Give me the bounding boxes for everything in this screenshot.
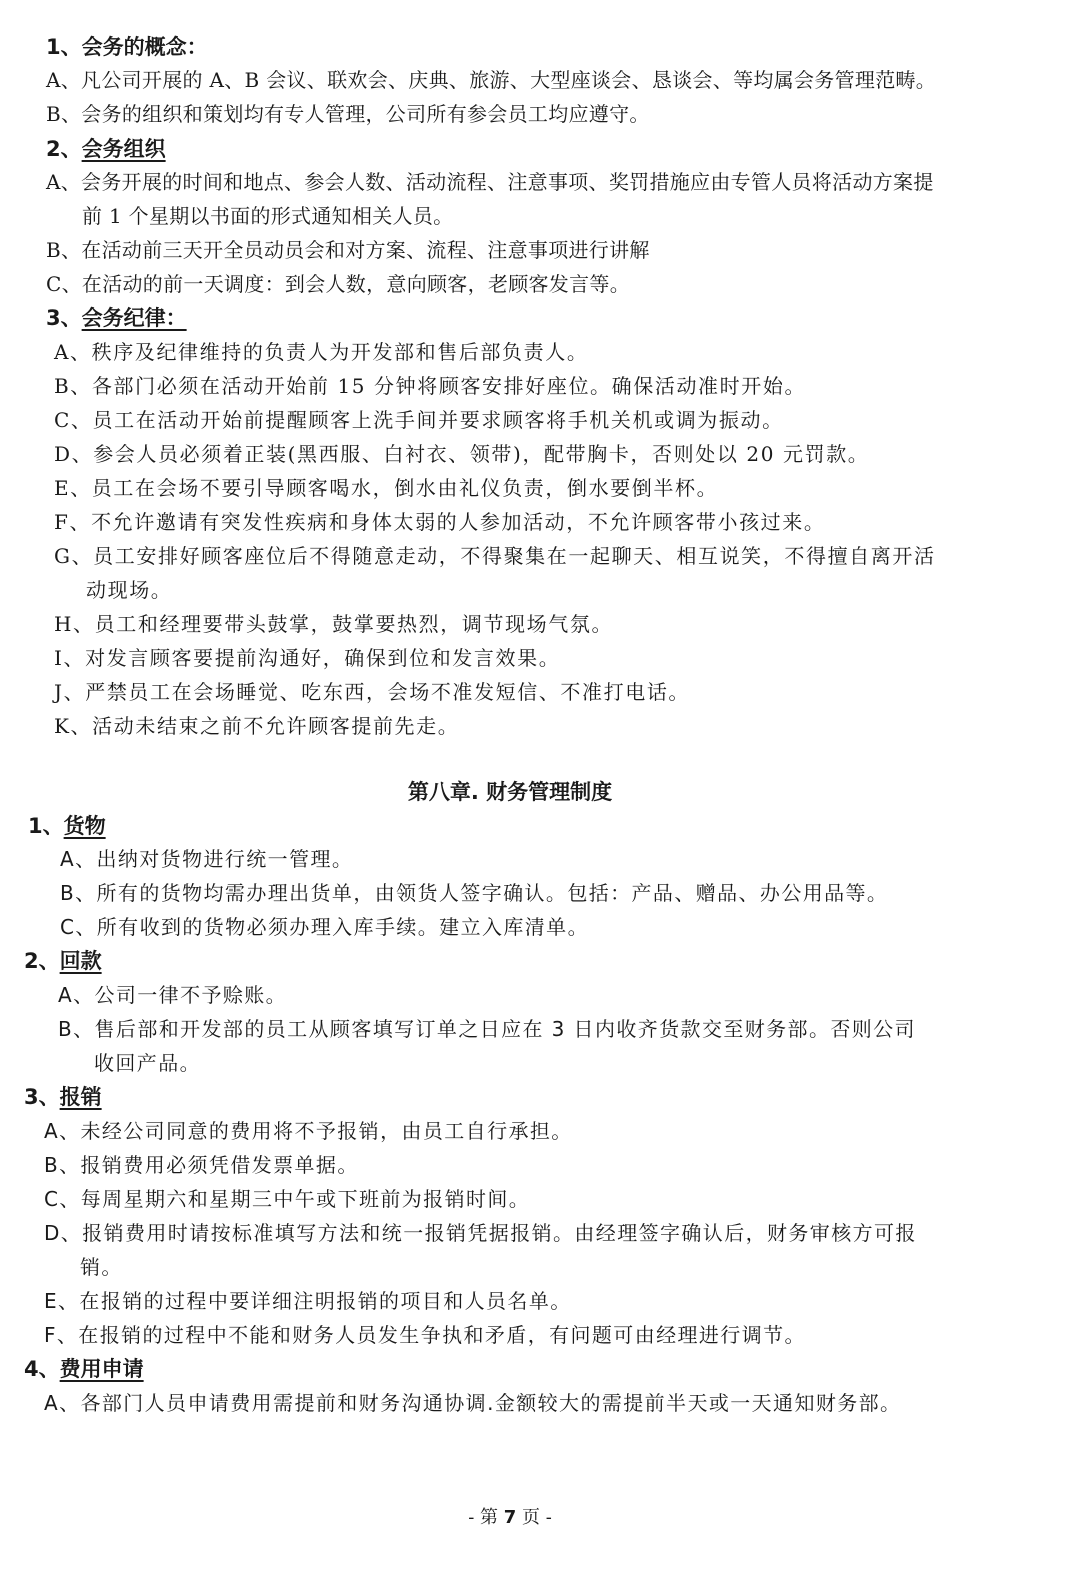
heading-number: 4、	[24, 1357, 60, 1381]
text-line: C、所有收到的货物必须办理入库手续。建立入库清单。	[60, 915, 589, 939]
text-line: 前 1 个星期以书面的形式通知相关人员。	[82, 204, 454, 228]
footer-prefix: - 第	[468, 1507, 504, 1528]
section-heading-reimbursement	[24, 1083, 102, 1111]
text-line: C、在活动的前一天调度：到会人数，意向顾客，老顾客发言等。	[46, 272, 631, 296]
section-heading-organization	[46, 135, 166, 163]
heading-title: 报销	[59, 1085, 102, 1109]
text-line: 销。	[80, 1255, 123, 1279]
text-line: C、每周星期六和星期三中午或下班前为报销时间。	[44, 1187, 531, 1211]
footer-suffix: 页 -	[516, 1507, 552, 1528]
text-line: C、员工在活动开始前提醒顾客上洗手间并要求顾客将手机关机或调为振动。	[54, 408, 784, 432]
text-line: A、会务开展的时间和地点、参会人数、活动流程、注意事项、奖罚措施应由专管人员将活动方案提	[46, 170, 934, 194]
text-line: 动现场。	[86, 578, 173, 602]
text-line: A、秩序及纪律维持的负责人为开发部和售后部负责人。	[54, 340, 589, 364]
section-heading-goods	[28, 812, 106, 840]
text-line: A、各部门人员申请费用需提前和财务沟通协调.金额较大的需提前半天或一天通知财务部。	[44, 1391, 902, 1415]
text-line: E、员工在会场不要引导顾客喝水，倒水由礼仪负责，倒水要倒半杯。	[54, 476, 719, 500]
text-line: B、售后部和开发部的员工从顾客填写订单之日应在 3 日内收齐货款交至财务部。否则公司	[58, 1017, 916, 1041]
text-line: F、不允许邀请有突发性疾病和身体太弱的人参加活动，不允许顾客带小孩过来。	[54, 510, 826, 534]
text-line: D、报销费用时请按标准填写方法和统一报销凭据报销。由经理签字确认后，财务审核方可报	[44, 1221, 917, 1245]
text-line: B、各部门必须在活动开始前 15 分钟将顾客安排好座位。确保活动准时开始。	[54, 374, 807, 398]
heading-number: 3、	[24, 1085, 60, 1109]
chapter-title: 第八章. 财务管理制度	[407, 780, 613, 804]
text-line: K、活动未结束之前不允许顾客提前先走。	[54, 714, 460, 738]
heading-title: 会务的概念：	[81, 35, 208, 59]
page-footer	[0, 1505, 1020, 1531]
text-line: 收回产品。	[94, 1051, 201, 1075]
text-line: B、在活动前三天开全员动员会和对方案、流程、注意事项进行讲解	[46, 238, 650, 262]
heading-number: 3、	[46, 306, 82, 330]
text-line: A、未经公司同意的费用将不予报销，由员工自行承担。	[44, 1119, 573, 1143]
text-line: J、严禁员工在会场睡觉、吃东西，会场不准发短信、不准打电话。	[54, 680, 691, 704]
section-heading-concept	[46, 33, 208, 61]
heading-number: 1、	[28, 814, 64, 838]
text-line: A、公司一律不予赊账。	[58, 983, 288, 1007]
text-line: A、凡公司开展的 A、B 会议、联欢会、庆典、旅游、大型座谈会、恳谈会、等均属会务管理范畴。	[46, 68, 937, 92]
text-line: G、员工安排好顾客座位后不得随意走动，不得聚集在一起聊天、相互说笑，不得擅自离开活	[54, 544, 936, 568]
heading-title: 会务组织	[81, 137, 166, 161]
section-heading-payment	[24, 947, 102, 975]
heading-title: 费用申请	[59, 1357, 144, 1381]
heading-number: 2、	[46, 137, 82, 161]
heading-title: 货物	[63, 814, 106, 838]
text-line: E、在报销的过程中要详细注明报销的项目和人员名单。	[44, 1289, 572, 1313]
text-line: A、出纳对货物进行统一管理。	[60, 847, 354, 871]
heading-title: 会务纪律：	[81, 306, 187, 330]
text-line: D、参会人员必须着正装(黑西服、白衬衣、领带)，配带胸卡，否则处以 20 元罚款。	[54, 442, 870, 466]
text-line: B、会务的组织和策划均有专人管理，公司所有参会员工均应遵守。	[46, 102, 650, 126]
text-line: F、在报销的过程中不能和财务人员发生争执和矛盾，有问题可由经理进行调节。	[44, 1323, 806, 1347]
section-heading-discipline	[46, 304, 187, 332]
heading-number: 2、	[24, 949, 60, 973]
text-line: B、所有的货物均需办理出货单，由领货人签字确认。包括：产品、赠品、办公用品等。	[60, 881, 889, 905]
text-line: I、对发言顾客要提前沟通好，确保到位和发言效果。	[54, 646, 561, 670]
text-line: B、报销费用必须凭借发票单据。	[44, 1153, 359, 1177]
section-heading-expense-request	[24, 1355, 144, 1383]
heading-number: 1、	[46, 35, 82, 59]
text-line: H、员工和经理要带头鼓掌，鼓掌要热烈，调节现场气氛。	[54, 612, 614, 636]
heading-title: 回款	[59, 949, 102, 973]
page-number: 7	[503, 1507, 517, 1528]
